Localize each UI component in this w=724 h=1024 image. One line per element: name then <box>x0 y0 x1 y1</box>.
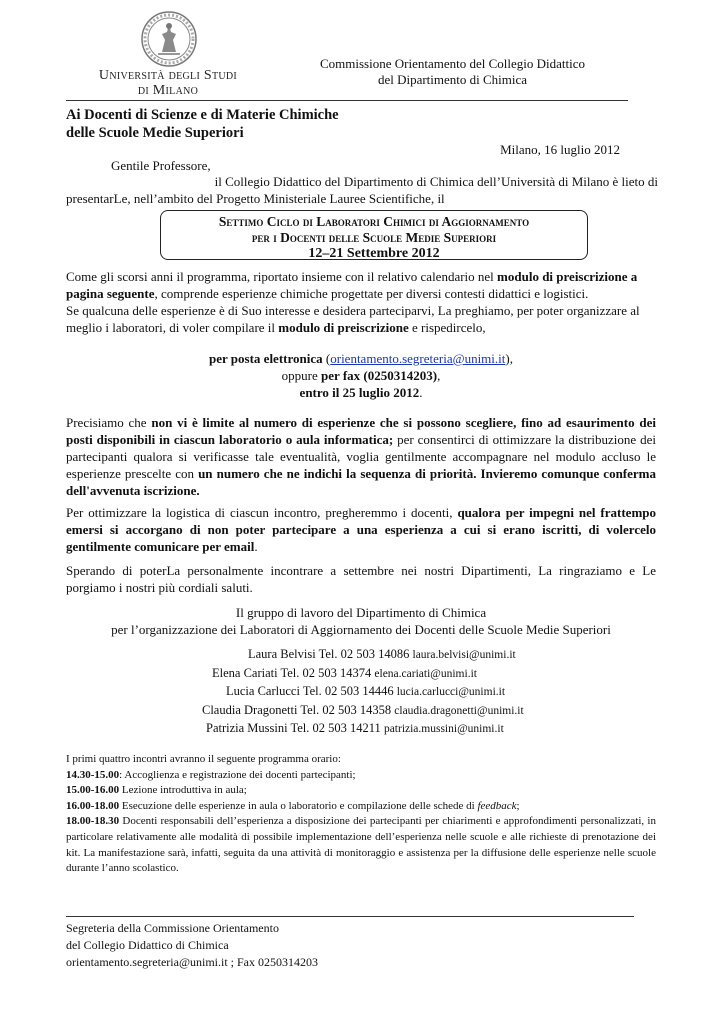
footer-line3: orientamento.segreteria@unimi.it ; Fax 0250314203 <box>66 955 318 969</box>
schedule-time: 18.00-18.30 <box>66 815 120 828</box>
salutation: Gentile Professore, <box>111 158 211 173</box>
header-divider <box>66 100 628 101</box>
university-seal-icon <box>140 10 198 68</box>
contact-name: Elena Cariati Tel. 02 503 14374 <box>212 665 372 680</box>
schedule-text: Esecuzione delle esperienze in aula o laboratorio e compilazione delle schede di <box>119 799 478 812</box>
contacts-list <box>66 646 656 739</box>
footer-line2: del Collegio Didattico di Chimica <box>66 938 229 952</box>
contact-email: laura.belvisi@unimi.it <box>412 649 516 661</box>
schedule-item <box>66 799 656 815</box>
footer-line1: Segreteria della Commissione Orientamento <box>66 921 279 935</box>
contact-name: Lucia Carlucci Tel. 02 503 14446 <box>226 684 394 698</box>
signature-line1: Il gruppo di lavoro del Dipartimento di Chimica <box>235 605 487 620</box>
p1-text-a: Come gli scorsi anni il programma, riportato insieme con il relativo calendario nel <box>66 269 498 284</box>
cycle-title-line1: Settimo Ciclo di Laboratori Chimici di Aggiornamento <box>218 214 530 229</box>
contact-name: Patrizia Mussini Tel. 02 503 14211 <box>206 721 381 735</box>
contact-email: patrizia.mussini@unimi.it <box>383 723 504 735</box>
university-line2: di Milano <box>137 83 199 98</box>
p3-text-c: per consentirci di ottimizzare la distribuzione dei partecipanti qualora si verificasse tale eventualità, voglia gentilmente accompagnare nel modulo accluso le esperienze prescelte con <box>66 432 656 481</box>
email-link[interactable]: orientamento.segreteria@unimi.it <box>330 351 506 366</box>
contact-email: elena.cariati@unimi.it <box>374 667 477 680</box>
schedule-tail: ; <box>516 799 520 812</box>
recipient-line2: delle Scuole Medie Superiori <box>66 125 244 141</box>
fax-pre: oppure <box>281 368 322 383</box>
deadline: entro il 25 luglio 2012 <box>299 385 420 400</box>
contact-item <box>66 702 656 721</box>
letter-date: Milano, 16 luglio 2012 <box>500 142 620 157</box>
schedule-section <box>66 752 656 877</box>
registration-paragraph <box>66 302 656 336</box>
intro-line1: il Collegio Didattico del Dipartimento di Chimica dell’Università di Milano è lieto di <box>214 174 658 189</box>
schedule-italic: feedback <box>477 799 517 812</box>
university-line1: Università degli Studi <box>98 68 238 83</box>
commission-line2: del Dipartimento di Chimica <box>377 72 528 87</box>
p3-text-a: Precisiamo che <box>66 415 152 430</box>
email-label: per posta elettronica <box>209 351 323 366</box>
limits-paragraph <box>66 414 656 499</box>
contact-name: Laura Belvisi Tel. 02 503 14086 <box>248 647 410 661</box>
p4-text-a: Per ottimizzare la logistica di ciascun incontro, pregheremmo i docenti, <box>66 505 458 520</box>
contact-email: claudia.dragonetti@unimi.it <box>394 704 524 717</box>
contact-email: lucia.carlucci@unimi.it <box>396 686 506 698</box>
p4-text-c: . <box>254 539 258 554</box>
cycle-title-box <box>160 210 588 260</box>
schedule-text: Docenti responsabili dell’esperienza a disposizione dei partecipanti per chiarimenti e approfondimenti personalizzati, in particolare relativamente alle modalità di possibile implementazione dell’esperienza nelle scuole e alle richieste di prenotazione dei kit. La manifestazione sarà, infatti, seguita da una attività di monitoraggio e assistenza per la diffusione delle esperienze nelle scuole durante l’anno scolastico. <box>66 815 656 875</box>
schedule-item <box>66 768 656 784</box>
contact-item <box>66 665 656 684</box>
intro-line2: presentarLe, nell’ambito del Progetto Ministeriale Lauree Scientifiche, il <box>66 190 445 206</box>
p2-text-c: e rispedircelo, <box>408 320 486 335</box>
closing-paragraph: Sperando di poterLa personalmente incontrare a settembre nei nostri Dipartimenti, La ringraziamo e Le porgiamo i nostri più cordiali saluti. <box>66 563 656 595</box>
fax-number: per fax (0250314203) <box>321 368 438 383</box>
cycle-dates: 12–21 Settembre 2012 <box>308 246 440 261</box>
email-close: ), <box>505 351 513 366</box>
p2-text-a: Se qualcuna delle esperienze è di Suo interesse e desidera parteciparvi, La preghiamo, per poter organizzare al meglio i laboratori, di voler compilare il <box>66 303 640 335</box>
intro-paragraph <box>66 174 658 207</box>
schedule-text: : Accoglienza e registrazione dei docenti partecipanti; <box>119 768 356 781</box>
fax-post: , <box>437 368 441 383</box>
commission-header <box>290 56 615 88</box>
signature-line2: per l’organizzazione dei Laboratori di Aggiornamento dei Docenti delle Scuole Medie Superiori <box>111 622 611 637</box>
schedule-intro: I primi quattro incontri avranno il seguente programma orario: <box>66 753 341 765</box>
schedule-time: 16.00-18.00 <box>66 799 120 812</box>
program-paragraph <box>66 268 656 302</box>
recipient <box>66 106 339 142</box>
p2-text-b: modulo di preiscrizione <box>278 320 409 335</box>
university-name <box>92 68 244 98</box>
p1-text-b: modulo di preiscrizione a pagina seguente <box>66 269 638 301</box>
contact-item <box>66 646 656 665</box>
footer-divider <box>66 916 634 917</box>
logistics-paragraph <box>66 504 656 555</box>
contact-item <box>66 683 656 702</box>
p1-text-c: , comprende esperienze chimiche progettate per diversi contesti didattici e logistici. <box>154 286 589 301</box>
footer <box>66 920 318 971</box>
signature-block <box>66 604 656 638</box>
p4-text-b: qualora per impegni nel frattempo emersi si accorgano di non poter partecipare a una esperienza a cui si erano iscritti, di volercelo gentilmente comunicare per email <box>66 505 657 554</box>
p3-text-d: un numero che ne indichi la sequenza di priorità. Invieremo comunque conferma dell'avvenuta iscrizione. <box>66 466 657 498</box>
schedule-time: 14.30-15.00 <box>66 768 120 781</box>
schedule-text: Lezione introduttiva in aula; <box>119 784 247 797</box>
contact-item <box>66 720 656 739</box>
schedule-item <box>66 814 656 876</box>
recipient-line1: Ai Docenti di Scienze e di Materie Chimiche <box>66 107 339 123</box>
schedule-item <box>66 783 656 799</box>
contact-name: Claudia Dragonetti Tel. 02 503 14358 <box>202 702 392 717</box>
cycle-title-line2: per i Docenti delle Scuole Medie Superiori <box>251 230 497 245</box>
schedule-time: 15.00-16.00 <box>66 784 120 797</box>
send-instructions <box>66 350 656 401</box>
email-open: ( <box>322 351 331 366</box>
commission-line1: Commissione Orientamento del Collegio Didattico <box>319 56 585 71</box>
p3-text-b: non vi è limite al numero di esperienze che si possono scegliere, fino ad esaurimento dei posti disponibili in ciascun laboratorio o aula informatica; <box>66 415 656 447</box>
deadline-post: . <box>419 385 423 400</box>
